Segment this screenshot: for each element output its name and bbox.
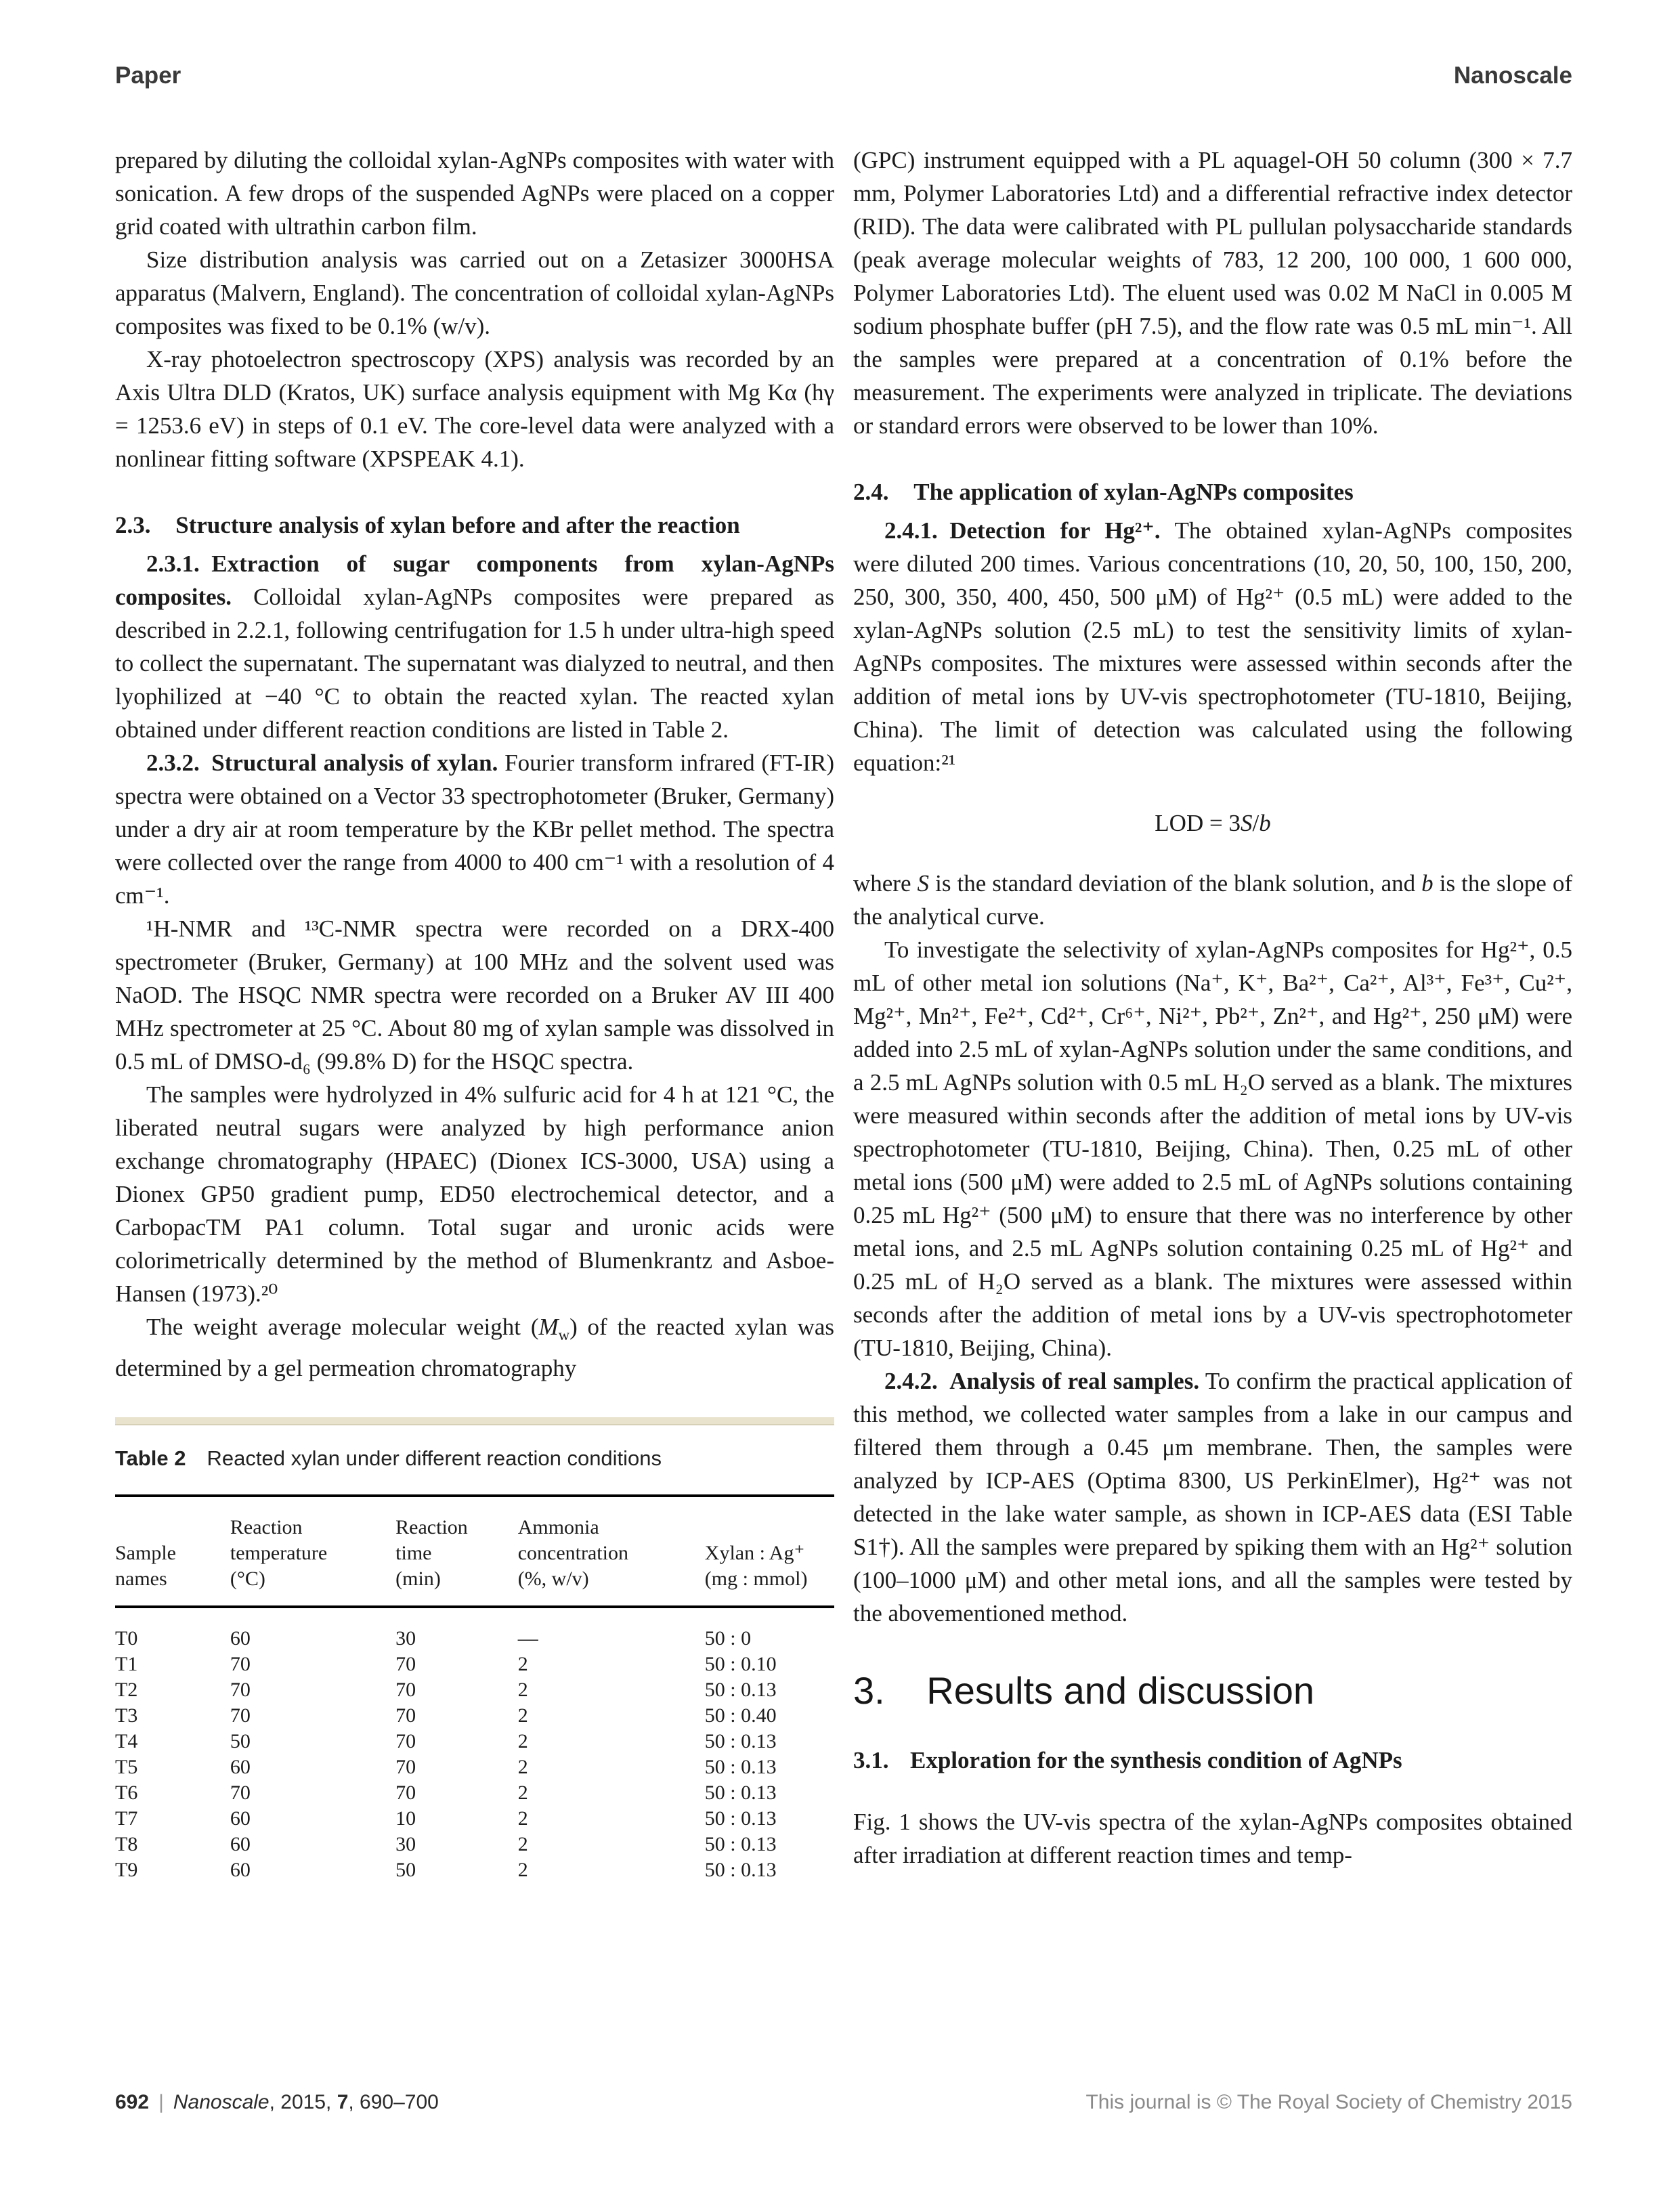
table-row <box>115 1754 834 1780</box>
table-cell: 50 : 0.13 <box>704 1833 777 1855</box>
page-number: 692 <box>115 2091 150 2113</box>
table-cell: 60 <box>230 1833 251 1855</box>
paragraph-fig1: Fig. 1 shows the UV-vis spectra of the xylan-AgNPs composites obtained after irradiation at different reaction times and temp- <box>853 1809 1572 1868</box>
table-cell: T0 <box>115 1627 138 1649</box>
header-line: Sample <box>115 1542 176 1564</box>
table-cell: 50 : 0.10 <box>704 1653 777 1675</box>
left-column <box>115 144 834 1883</box>
table-cell: 70 <box>230 1704 251 1727</box>
subscript-w: w <box>558 1327 570 1343</box>
table-cell: 70 <box>395 1653 416 1675</box>
citation-pages: , 690–700 <box>348 2091 439 2113</box>
header-line: names <box>115 1568 167 1590</box>
table-cell: T5 <box>115 1756 138 1778</box>
table-row <box>115 1857 834 1883</box>
section-title: Results and discussion <box>926 1669 1315 1712</box>
table-cell: 30 <box>395 1627 416 1649</box>
paragraph-2-3-1 <box>115 547 834 746</box>
table-cell: T4 <box>115 1730 138 1752</box>
table-cell: 2 <box>517 1859 528 1881</box>
table-cell: T7 <box>115 1807 138 1830</box>
table-cell: 2 <box>517 1704 528 1727</box>
table-caption-label: Table 2 <box>115 1446 186 1470</box>
runin-heading-2-4-2: 2.4.2. Analysis of real samples. <box>884 1368 1200 1394</box>
paragraph-part: is the standard deviation of the blank solution, and <box>929 870 1422 897</box>
section-number: 3.1. <box>853 1747 889 1773</box>
column-header-ammonia <box>518 1496 705 1607</box>
table-cell: 50 : 0.13 <box>704 1807 777 1830</box>
table-cell: T8 <box>115 1833 138 1855</box>
paragraph-tem-prep: prepared by diluting the colloidal xylan-AgNPs composites with water with sonication. A few drops of the suspended AgNPs were placed on a copper grid coated with ultrathin carbon film. <box>115 147 834 240</box>
header-line: (min) <box>395 1568 441 1590</box>
citation-volume: 7 <box>337 2091 349 2113</box>
section-heading-3 <box>853 1669 1572 1712</box>
table-cell: 60 <box>230 1859 251 1881</box>
running-header <box>115 62 1572 89</box>
table-row <box>115 1703 834 1729</box>
table2-block <box>115 1417 834 1883</box>
header-line: Ammonia <box>517 1516 599 1538</box>
paragraph-part: ) of the reacted xylan was determined by a gel permeation chromatography <box>115 1314 834 1381</box>
journal-title-italic: Nanoscale <box>173 2091 270 2113</box>
paragraph-selectivity: To investigate the selectivity of xylan-AgNPs composites for Hg²⁺, 0.5 mL of other metal ion solutions (Na⁺, K⁺, Ba²⁺, Ca²⁺, Al³⁺, Fe³⁺, Cu²⁺, Mg²⁺, Mn²⁺, Fe²⁺, Cd²⁺, Cr⁶⁺, Ni²⁺, Pb²⁺, Zn²⁺, and Hg²⁺, 250 μM) were added into 2.5 mL of xylan-AgNPs solution under the same conditions, and a 2.5 mL AgNPs solution with 0.5 mL H₂O served as a blank. The mixtures were measured within seconds after the addition of metal ions by UV-vis spectrophotometer (TU-1810, Beijing, China). Then, 0.25 mL of other metal ions (500 μM) were added to 2.5 mL of AgNPs solutions containing 0.25 mL Hg²⁺ (500 μM) to ensure that there was no interference by other metal ions, and 2.5 mL AgNPs solution containing 0.25 mL of Hg²⁺ and 0.25 mL of H₂O served as a blank. The mixtures were assessed within seconds after the addition of metal ions by a UV-vis spectrophotometer (TU-1810, Beijing, China). <box>853 936 1572 1361</box>
table-cell: 70 <box>230 1679 251 1701</box>
paragraph-xps: X-ray photoelectron spectroscopy (XPS) analysis was recorded by an Axis Ultra DLD (Kratos, UK) surface analysis equipment with Mg Kα (hγ = 1253.6 eV) in steps of 0.1 eV. The core-level data were analyzed with a nonlinear fitting software (XPSPEAK 4.1). <box>115 346 834 472</box>
header-line: Reaction <box>230 1516 303 1538</box>
symbol-M-italic: M <box>538 1314 559 1340</box>
table-header-row <box>115 1496 834 1607</box>
table-cell: 2 <box>517 1782 528 1804</box>
paragraph-hydrolysis: The samples were hydrolyzed in 4% sulfuric acid for 4 h at 121 °C, the liberated neutral sugars were analyzed by high performance anion exchange chromatography (HPAEC) (Dionex ICS-3000, USA) using a Dionex GP50 gradient pump, ED50 electrochemical detector, and a CarbopacTM PA1 column. Total sugar and uronic acids were colorimetrically determined by the method of Blumenkrantz and Asboe-Hansen (1973).²⁰ <box>115 1081 834 1307</box>
equation-part: LOD = 3 <box>1155 810 1241 836</box>
paragraph-gpc: (GPC) instrument equipped with a PL aquagel-OH 50 column (300 × 7.7 mm, Polymer Laboratories Ltd) and a differential refractive index detector (RID). The data were calibrated with PL pullulan polysaccharide standards (peak average molecular weights of 783, 12 200, 100 000, 1 600 000, Polymer Laboratories Ltd). The eluent used was 0.02 M NaCl in 0.005 M sodium phosphate buffer (pH 7.5), and the flow rate was 0.5 mL min⁻¹. All the samples were prepared at a concentration of 0.1% before the measurement. The experiments were analyzed in triplicate. The deviations or standard errors were observed to be lower than 10%. <box>853 147 1572 439</box>
table-top-accent-rule <box>115 1417 834 1425</box>
runin-heading-2-3-1: 2.3.1. Extraction of sugar components from xylan-AgNPs composites. <box>115 551 834 610</box>
table-cell: 50 <box>395 1859 416 1881</box>
table-cell: 2 <box>517 1807 528 1830</box>
paragraph-body: To confirm the practical application of this method, we collected water samples from a lake in our campus and filtered them through a 0.45 μm membrane. Then, the samples were analyzed by ICP-AES (Optima 8300, US PerkinElmer), Hg²⁺ was not detected in the lake water sample, as shown in ICP-AES data (ESI Table S1†). All the samples were prepared by spiking them with an Hg²⁺ solution (100–1000 μM) and other metal ions, and all the samples were tested by the abovementioned method. <box>853 1368 1572 1626</box>
table-cell: 70 <box>230 1653 251 1675</box>
section-title: Exploration for the synthesis condition of AgNPs <box>910 1747 1402 1773</box>
paragraph-where <box>853 867 1572 933</box>
table-row <box>115 1832 834 1857</box>
symbol-b-italic: b <box>1259 810 1271 836</box>
table-cell: 70 <box>395 1782 416 1804</box>
header-line: (°C) <box>230 1568 265 1590</box>
equation-part: / <box>1252 810 1259 836</box>
table-cell: 2 <box>517 1730 528 1752</box>
runin-heading-2-4-1: 2.4.1. Detection for Hg²⁺. <box>884 517 1161 544</box>
runin-heading-2-3-2: 2.3.2. Structural analysis of xylan. <box>146 750 498 776</box>
table-cell: 50 <box>230 1730 251 1752</box>
table-cell: 70 <box>230 1782 251 1804</box>
table-row <box>115 1677 834 1703</box>
paragraph-molecular-weight <box>115 1310 834 1385</box>
section-number: 2.3. <box>115 512 151 538</box>
table-row <box>115 1780 834 1806</box>
page-footer <box>115 2091 1572 2114</box>
header-line: temperature <box>230 1542 328 1564</box>
table-cell: 60 <box>230 1627 251 1649</box>
section-heading-2-3 <box>115 509 834 542</box>
table-cell: T9 <box>115 1859 138 1881</box>
table-cell: 2 <box>517 1653 528 1675</box>
paragraph-part: The weight average molecular weight ( <box>146 1314 539 1340</box>
table-cell: 2 <box>517 1756 528 1778</box>
table-cell: 60 <box>230 1756 251 1778</box>
right-column <box>853 144 1572 1872</box>
paragraph-2-4-2 <box>853 1364 1572 1630</box>
table-cell: 30 <box>395 1833 416 1855</box>
paragraph-size-distribution: Size distribution analysis was carried out on a Zetasizer 3000HSA apparatus (Malvern, England). The concentration of colloidal xylan-AgNPs composites was fixed to be 0.1% (w/v). <box>115 246 834 339</box>
symbol-S-italic: S <box>1240 810 1253 836</box>
table-row <box>115 1729 834 1754</box>
table-cell: 70 <box>395 1730 416 1752</box>
section-heading-3-1 <box>853 1744 1572 1777</box>
header-line: time <box>395 1542 432 1564</box>
symbol-S-italic: S <box>917 870 930 897</box>
table-cell: 50 : 0.13 <box>704 1679 777 1701</box>
footer-copyright: This journal is © The Royal Society of Chemistry 2015 <box>1085 2091 1572 2113</box>
table-cell: 50 : 0 <box>704 1627 752 1649</box>
table-cell: 60 <box>230 1807 251 1830</box>
journal-name: Nanoscale <box>1453 62 1572 89</box>
paragraph-2-4-1 <box>853 514 1572 779</box>
table-row <box>115 1607 834 1652</box>
header-line: Xylan : Ag⁺ <box>704 1542 805 1564</box>
table-cell: 70 <box>395 1756 416 1778</box>
table-cell: T2 <box>115 1679 138 1701</box>
citation-text <box>173 2091 439 2113</box>
section-number: 3. <box>853 1669 885 1712</box>
paragraph-part: is the slope of the analytical curve. <box>853 870 1572 930</box>
column-header-temperature <box>230 1496 395 1607</box>
header-line: Reaction <box>395 1516 468 1538</box>
table-cell: 50 : 0.13 <box>704 1859 777 1881</box>
table-cell: 70 <box>395 1704 416 1727</box>
paragraph-nmr: ¹H-NMR and ¹³C-NMR spectra were recorded on a DRX-400 spectrometer (Bruker, Germany) at 100 MHz and the solvent used was NaOD. The HSQC NMR spectra were recorded on a Bruker AV III 400 MHz spectrometer at 25 °C. About 80 mg of xylan sample was dissolved in 0.5 mL of DMSO-d₆ (99.8% D) for the HSQC spectra. <box>115 915 834 1075</box>
table-cell: — <box>517 1627 538 1649</box>
section-number: 2.4. <box>853 479 889 505</box>
footer-separator: | <box>158 2091 164 2113</box>
table-cell: 50 : 0.40 <box>704 1704 777 1727</box>
section-heading-2-4 <box>853 475 1572 509</box>
table2 <box>115 1494 834 1883</box>
table-row <box>115 1806 834 1832</box>
footer-citation <box>115 2091 439 2114</box>
table-caption <box>115 1446 834 1471</box>
paragraph-part: where <box>853 870 918 897</box>
column-header-xylan-ag <box>705 1496 834 1607</box>
paragraph-body: Fourier transform infrared (FT-IR) spectra were obtained on a Vector 33 spectrophotometer (Bruker, Germany) under a dry air at room temperature by the KBr pellet method. The spectra were collected over the range from 4000 to 400 cm⁻¹ with a resolution of 4 cm⁻¹. <box>115 750 834 909</box>
paragraph-body: Colloidal xylan-AgNPs composites were prepared as described in 2.2.1, following centrifugation for 1.5 h under ultra-high speed to collect the supernatant. The supernatant was dialyzed to neutral, and then lyophilized at −40 °C to obtain the reacted xylan. The reacted xylan obtained under different reaction conditions are listed in Table 2. <box>115 584 834 743</box>
header-line: concentration <box>517 1542 628 1564</box>
paragraph-body: The obtained xylan-AgNPs composites were diluted 200 times. Various concentrations (10, 20, 50, 100, 150, 200, 250, 300, 350, 400, 450, 500 μM) of Hg²⁺ (0.5 mL) were added to the xylan-AgNPs solution (2.5 mL) to test the sensitivity limits of xylan-AgNPs composites. The mixtures were assessed within seconds after the addition of metal ions by UV-vis spectrophotometer (TU-1810, Beijing, China). The limit of detection was calculated using the following equation:²¹ <box>853 517 1572 776</box>
column-header-sample <box>115 1496 230 1607</box>
section-title: The application of xylan-AgNPs composites <box>913 479 1354 505</box>
table-cell: T6 <box>115 1782 138 1804</box>
column-header-time <box>395 1496 518 1607</box>
running-head-left: Paper <box>115 62 181 89</box>
table-cell: 50 : 0.13 <box>704 1782 777 1804</box>
table-cell: T3 <box>115 1704 138 1727</box>
table-cell: 2 <box>517 1833 528 1855</box>
citation-year: , 2015, <box>269 2091 337 2113</box>
table-caption-text: Reacted xylan under different reaction conditions <box>207 1446 662 1470</box>
table-cell: 70 <box>395 1679 416 1701</box>
header-line: (%, w/v) <box>517 1568 589 1590</box>
section-title: Structure analysis of xylan before and after the reaction <box>175 512 740 538</box>
table-cell: 2 <box>517 1679 528 1701</box>
header-line: (mg : mmol) <box>704 1568 808 1590</box>
table-cell: 10 <box>395 1807 416 1830</box>
equation-lod <box>853 806 1572 840</box>
table-cell: 50 : 0.13 <box>704 1730 777 1752</box>
paragraph-2-3-2 <box>115 746 834 912</box>
symbol-b-italic: b <box>1421 870 1434 897</box>
table-cell: T1 <box>115 1653 138 1675</box>
table-cell: 50 : 0.13 <box>704 1756 777 1778</box>
table-row <box>115 1652 834 1677</box>
